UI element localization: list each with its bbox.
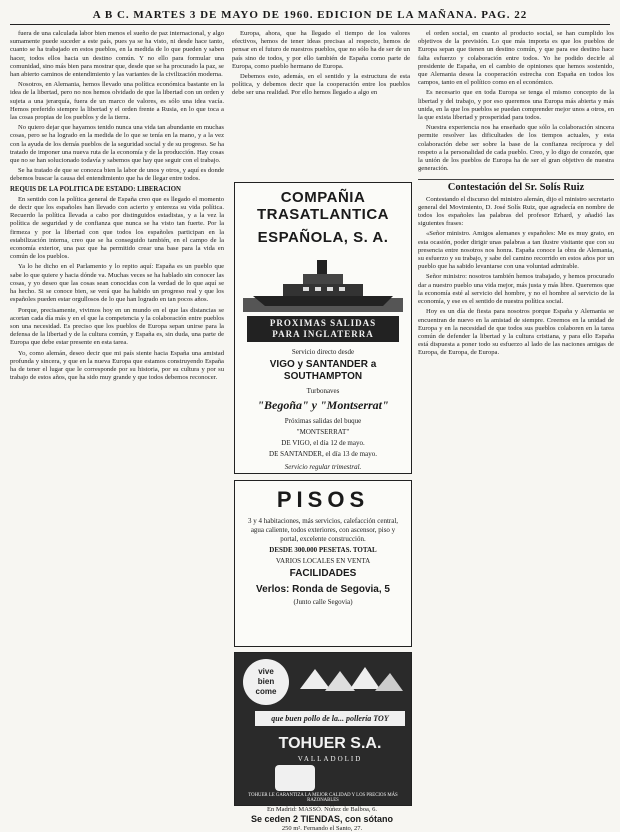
section-subhead: REQUIS DE LA POLITICA DE ESTADO: LIBERACION [10,185,181,193]
ship-illustration [243,250,403,312]
ad-text: DE SANTANDER, el día 13 de mayo. [269,450,377,458]
ad-subtitle: ESPAÑOLA, S. A. [257,229,389,246]
paragraph: el orden social, en cuanto al producto social, se han cumplido los objetivos de la previsión. Lo que más importa es que los pueblos de Europa sepan que tienen un destino común, y que para ese destino hace falta esfuerzo y colaboración entre todos. Yo he podido decirle al presidente de España, en el cambio de opiniones que hemos sostenido, que Alemania desea la cooperación estrecha con España en todos los campos, tanto en el político como en el económico. [418,30,614,87]
article-column-1 [10,30,224,824]
article-column-3 [418,30,614,824]
chicken-icon [275,765,315,791]
ad-caption: En Madrid: MASSÓ. Núñez de Balboa, 6. [267,806,377,813]
shipping-ad [234,182,412,474]
paragraph: Contestando el discurso del ministro alemán, dijo el ministro secretario general del Movimiento, D. José Solís Ruiz, que agradecía en nombre de todos los españoles las palabras del profesor Erhard, y añadió las siguientes frases: [418,195,614,228]
ad-text: DESDE 300.000 PESETAS. TOTAL [269,546,377,554]
ad-text: Próximas salidas del buque [284,417,362,425]
article-column-2 [232,30,410,180]
tiendas-ad-detail: 250 m². Fernando el Santo, 27. [281,825,363,832]
paragraph: Debemos esto, además, en el sentido y la estructura de esta política, y debemos decir que la cooperación entre los pueblos debe ser una realidad. Por ello hemos llegado a algo en [232,73,410,97]
ad-text: VARIOS LOCALES EN VENTA [275,557,371,565]
ad-banner [247,316,399,342]
tiendas-ad-title: Se ceden 2 TIENDAS, con sótano [250,814,394,824]
paragraph: Se ha tratado de que se conozca bien la labor de unos y otros, y aquí es donde debemos buscar la causa del entendimiento que ha de llegar entre todos. [10,167,224,183]
paragraph: «Señor ministro. Amigos alemanes y españoles: Me es muy grato, en esta ocasión, poder dirigir unas palabras a tan ilustre visitante que con su presencia entre nosotros nos honra. España conoce la obra de Alemania, su esfuerzo y su trabajo, y sabe del camino recorrido en estos años por un pueblo que ha sabido levantarse con una voluntad admirable. [418,230,614,271]
slogan-badge [243,659,289,705]
ad-footer: Servicio regular trimestral. [284,463,362,471]
tohuer-ad [234,652,412,806]
paragraph: Ya lo he dicho en el Parlamento y lo repito aquí: España es un pueblo que sabe lo que quiere y hacia dónde va. Muchas veces se ha hablado sin conocer las cosas, y yo deseo que las cosas sean conocidas con la verdad de lo que aquí se ha hecho. Si se conoce bien, se verá que ha habido un progreso real y que los españoles pueden estar orgullosos de lo que han logrado en tan pocos años. [10,263,224,304]
ad-address: Verlos: Ronda de Segovia, 5 [256,584,390,595]
slogan-line: vive [258,667,274,676]
ad-text: (Junto calle Segovia) [293,598,353,606]
paragraph: En sentido con la política general de España creo que es llegado el momento de decir que los españoles han llevado con acierto y entereza su vida política. Recuerdo la política llevada a cabo por distinguidos estadistas, y a la vez la política de seguridad y de confianza que nunca se ha visto tan fuerte. Por la firmeza y por la libertad con que todos los españoles participan en la estabilización interna, creo que se ha conseguido también, en el campo de la economía exterior, una paz que ha permitido crear una base para la vida en común de los pueblos. [10,195,224,261]
paragraph: Hoy es un día de fiesta para nosotros porque España y Alemania se encuentran de nuevo en la amistad de siempre. Creemos en la unidad de Europa y en la necesidad de que todos sus pueblos colaboren en la tarea común de defender la libertad y la cultura cristiana, y para ello España está dispuesta a poner todo su esfuerzo al lado de las naciones amigas de Europa, de Europa, de Europa. [418,308,614,357]
section-heading: Contestación del Sr. Solís Ruiz [418,179,614,192]
ad-text: Turbonaves [306,387,340,395]
paragraph: No quiero dejar que hayamos tenido nunca una vida tan abundante en muchas cosas, pero se ha logrado en la medida de lo que se tenía en la mano, y a la vez con la ayuda de los demás pueblos de la seguridad social y de su progreso. Se ha tratado de imponer una nueva ruta de la economía y de la producción. Hay cosas que no se han solucionado todavía y sabemos que hay que seguir con el trabajo. [10,124,224,165]
ad-text: "MONTSERRAT" [296,428,350,436]
ad-title: PISOS [276,487,370,512]
paragraph: Nuestra experiencia nos ha enseñado que sólo la colaboración sincera permite resolver las dificultades de los tiempos actuales, y esta colaboración debe ser sobre la base de la confianza recíproca y del respeto a la personalidad de cada pueblo. Creo, y lo digo de corazón, que la unión de los pueblos de Europa ha de ser el gran objetivo de nuestra generación. [418,124,614,173]
ad-facilities: FACILIDADES [289,568,357,579]
banner-line: PROXIMAS SALIDAS [269,318,377,328]
paragraph: Europa, ahora, que ha llegado el tiempo de los valores efectivos, hemos de tener ideas precisas al respecto, hemos de pensar en el futuro de nuestros pueblos, que no sólo ha de ser de un país sino de todos, y por ello también de España como parte de Europa, como pueblo hermano de Europa. [232,30,410,70]
ad-text: 3 y 4 habitaciones, más servicios, calefacción central, agua caliente, todos exteriores, con ascensor, piso y portal, excelente construcción. [247,517,399,543]
ad-tagline: que buen pollo de la... pollería TOY [255,711,405,726]
ad-route: SOUTHAMPTON [283,371,363,382]
slogan-line: come [255,687,277,696]
slogan-line: bien [257,677,275,686]
paragraph: fuera de una calculada labor bien menos el sueño de paz internacional, y algo sumamente puede suceder a este país, pues ya se ha visto, ni desde hace tanto, cuanto se ha trabajado en estos pueblos, en la medida de lo que pueden y saben hacer, todos ellos hacia un destino común. Y no ello para formular una comunidad, sino más bien para mostrar que, desde que se ha procurado la paz, se han abierto caminos de entendimiento y las variantes de la civilización moderna. [10,30,224,79]
page-header: A B C. MARTES 3 DE MAYO DE 1960. EDICION DE LA MAÑANA. PAG. 22 [10,6,610,25]
ad-title: COMPAÑIA TRASATLANTICA [256,189,390,223]
ad-ships: "Begoña" y "Montserrat" [257,398,389,412]
ad-city: VALLADOLID [297,755,363,763]
paragraph: Yo, como alemán, deseo decir que mi país siente hacia España una amistad profunda y sincera, y que en la nueva Europa que estamos construyendo España ha de tener el lugar que le corresponde por su historia, por su cultura y por su trabajo de estos años, que ha sido muy grande y que todos debemos reconocer. [10,349,224,382]
paragraph: Es necesario que en toda Europa se tenga el mismo concepto de la libertad y del trabajo, y por eso queremos una Europa más abierta y más unida, en la que los pueblos se puedan comprender mejor unos a otros, en la que exista libertad y prosperidad para todos. [418,89,614,122]
ad-text: DE VIGO, el día 12 de mayo. [281,439,365,447]
birds-icon [295,659,405,699]
ad-footer: TOHUER LE GARANTIZA LA MEJOR CALIDAD Y LOS PRECIOS MÁS RAZONABLES [248,793,398,803]
banner-line: PARA INGLATERRA [272,329,374,339]
ad-route: VIGO y SANTANDER a [269,359,377,370]
paragraph: Señor ministro: nosotros también hemos trabajado, y hemos procurado dar a nuestro pueblo una vida mejor, más justa y más libre. Queremos que la economía esté al servicio del hombre, y no el hombre al servicio de la economía, y ese es el sentido de nuestra política social. [418,273,614,306]
paragraph: Porque, precisamente, vivimos hoy en un mundo en el que las distancias se acortan cada día más y en el que la competencia y la colaboración entre pueblos son una necesidad. Es preciso que los pueblos de Europa sepan unirse para la defensa de la libertad y de la cultura común, y España es, sin duda, una parte de Europa que debe estar presente en esta tarea. [10,306,224,347]
pisos-ad [234,480,412,647]
ad-text: Servicio directo desde [291,348,355,356]
paragraph: Nosotros, en Alemania, hemos llevado una política económica bastante en la idea de la libertad, pero no nos hemos olvidado de que la libertad con un orden y sujeta a una jerarquía, fuera de un marco de valores, es sólo una idea vacía. Hemos preferido siempre la libertad y el orden frente a Rusia, en lo que toca a las cosas propias de los pueblos y de la tierra. [10,81,224,122]
ship-icon [243,250,403,312]
ad-brand: TOHUER S.A. [278,735,382,752]
